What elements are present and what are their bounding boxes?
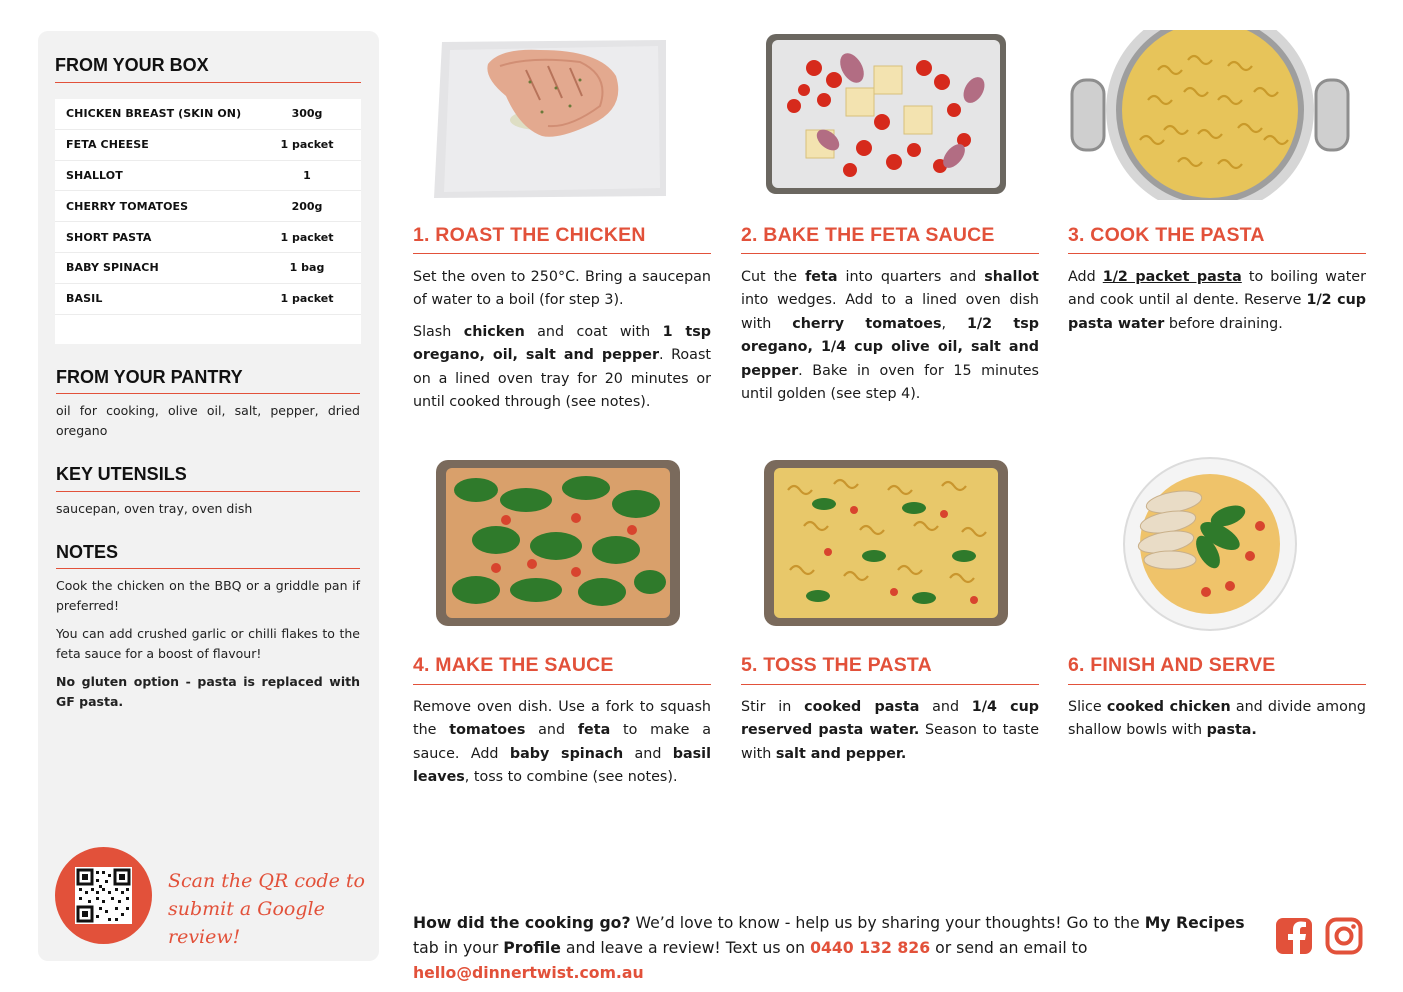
- step-4-title: 4. MAKE THE SAUCE: [413, 654, 614, 676]
- step-text: Season to taste with: [741, 722, 1039, 762]
- step-1-text: [413, 266, 711, 422]
- step-text: and coat with: [524, 323, 663, 340]
- review-question: How did the cooking go?: [413, 913, 631, 932]
- step-text: . Roast on a lined oven tray for 20 minutes or until cooked through (see notes).: [413, 347, 711, 411]
- step-text: Set the oven to 250°C. Bring a saucepan of water to a boil (for step 3).: [413, 269, 711, 309]
- step-paragraph: [413, 696, 711, 790]
- step-text: to boiling water and cook until al dente. Reserve: [1068, 269, 1366, 309]
- ingredient-highlight: cooked pasta: [804, 699, 920, 715]
- ingredient-row: [55, 99, 361, 130]
- email-link[interactable]: hello@dinnertwist.com.au: [413, 963, 644, 982]
- ingredient-row: [55, 253, 361, 284]
- step-2-text: [741, 266, 1039, 414]
- divider: [56, 568, 360, 569]
- ingredient-highlight: 1/2 packet pasta: [1102, 269, 1242, 285]
- ingredient-name: SHALLOT: [66, 168, 123, 182]
- footer-text: and leave a review! Text us on: [560, 938, 811, 957]
- step-paragraph: [1068, 266, 1366, 336]
- ingredient-highlight: tomatoes: [449, 722, 526, 739]
- ingredient-highlight: cooked chicken: [1106, 699, 1231, 715]
- step-text: Cut the: [741, 269, 806, 285]
- my-recipes-link[interactable]: My Recipes: [1144, 913, 1245, 932]
- ingredient-highlight: chicken: [463, 323, 525, 340]
- divider: [55, 82, 361, 83]
- ingredient-name: BABY SPINACH: [66, 261, 159, 275]
- step-paragraph: [413, 266, 711, 313]
- divider: [1068, 253, 1366, 254]
- ingredient-name: FETA CHEESE: [66, 138, 149, 152]
- step-text: , toss to combine (see notes).: [464, 769, 678, 786]
- ingredient-highlight: shallot: [984, 269, 1039, 285]
- step-text: . Bake in oven for 15 minutes until golden (see step 4).: [741, 362, 1039, 403]
- ingredient-highlight: basil leaves: [413, 745, 711, 786]
- footer-text: We’d love to know - help us by sharing your thoughts! Go to the: [630, 913, 1145, 932]
- note: You can add crushed garlic or chilli flakes to the feta sauce for a boost of flavour!: [56, 626, 360, 661]
- step-3-text: [1068, 266, 1366, 344]
- ingredient-qty: 1 packet: [280, 230, 334, 244]
- step-text: and: [525, 722, 578, 739]
- ingredient-row: [55, 222, 361, 253]
- step-1-title: 1. ROAST THE CHICKEN: [413, 224, 646, 246]
- step-3-title: 3. COOK THE PASTA: [1068, 224, 1265, 246]
- step-paragraph: [741, 266, 1039, 406]
- qr-caption-line: Scan the QR code to: [168, 870, 365, 892]
- review-prompt: [413, 910, 1263, 985]
- divider: [56, 393, 360, 394]
- step-paragraph: [1068, 696, 1366, 743]
- ingredients-table: [55, 99, 361, 344]
- step-2-title: 2. BAKE THE FETA SAUCE: [741, 224, 995, 246]
- divider: [1068, 684, 1366, 685]
- ingredient-name: SHORT PASTA: [66, 230, 152, 244]
- step-text: into wedges. Add to a lined oven dish with: [741, 292, 1039, 332]
- divider: [741, 684, 1039, 685]
- step-6-title: 6. FINISH AND SERVE: [1068, 654, 1276, 676]
- step-4-photo: [436, 460, 676, 630]
- footer-text: or send an email to: [930, 938, 1088, 957]
- profile-link[interactable]: Profile: [503, 938, 561, 957]
- step-text: Slice: [1068, 699, 1107, 715]
- step-text: Stir in: [741, 699, 805, 715]
- step-6-text: [1068, 696, 1366, 751]
- step-2-photo: [764, 30, 1004, 200]
- ingredient-row: [55, 191, 361, 222]
- qr-caption: [168, 867, 368, 951]
- step-1-photo: [430, 36, 670, 206]
- pantry-text: oil for cooking, olive oil, salt, pepper, dried oregano: [56, 403, 360, 438]
- ingredient-highlight: cherry tomatoes: [792, 315, 942, 332]
- ingredient-highlight: feta: [577, 722, 611, 739]
- note: Cook the chicken on the BBQ or a griddle pan if preferred!: [56, 578, 360, 613]
- step-text: Add: [1068, 269, 1103, 285]
- from-your-box-title: FROM YOUR BOX: [55, 55, 209, 75]
- ingredient-row: [55, 161, 361, 192]
- pantry-title: FROM YOUR PANTRY: [56, 367, 243, 387]
- ingredient-highlight: 1/2 cup pasta water: [1068, 292, 1366, 332]
- ingredient-highlight: 1 tsp oregano, oil, salt and pepper: [413, 323, 711, 364]
- utensils-text: saucepan, oven tray, oven dish: [56, 501, 253, 516]
- ingredient-row: [55, 284, 361, 315]
- ingredient-highlight: feta: [805, 269, 838, 285]
- ingredient-qty: 1 bag: [289, 261, 325, 275]
- ingredient-highlight: salt and pepper.: [775, 745, 907, 762]
- footer-text: tab in your: [413, 938, 504, 957]
- step-5-title: 5. TOSS THE PASTA: [741, 654, 932, 676]
- ingredient-qty: 200g: [291, 199, 323, 213]
- qr-badge: [55, 847, 152, 944]
- qr-caption-line: submit a Google review!: [168, 898, 325, 948]
- ingredient-qty: 1 packet: [280, 292, 334, 306]
- phone-link[interactable]: 0440 132 826: [810, 938, 931, 957]
- ingredient-row: [55, 130, 361, 161]
- ingredient-name: CHERRY TOMATOES: [66, 199, 189, 213]
- sidebar: [38, 31, 379, 961]
- step-6-photo: [1120, 456, 1300, 632]
- step-5-photo: [764, 460, 1004, 630]
- step-text: and: [623, 745, 673, 762]
- notes-title: NOTES: [56, 542, 119, 562]
- divider: [413, 253, 711, 254]
- note: No gluten option - pasta is replaced with GF pasta.: [56, 674, 360, 709]
- ingredient-qty: 1: [303, 168, 311, 182]
- divider: [56, 491, 360, 492]
- ingredient-highlight: baby spinach: [509, 745, 624, 762]
- ingredient-highlight: pasta.: [1206, 722, 1257, 739]
- step-text: and divide among shallow bowls with: [1068, 699, 1366, 739]
- utensils-title: KEY UTENSILS: [56, 464, 187, 484]
- ingredient-name: BASIL: [66, 292, 103, 306]
- facebook-icon[interactable]: [1275, 917, 1313, 955]
- ingredient-highlight: 1/2 tsp oregano, 1/4 cup olive oil, salt and pepper: [741, 315, 1039, 379]
- step-4-text: [413, 696, 711, 798]
- step-paragraph: [741, 696, 1039, 766]
- ingredient-qty: 1 packet: [280, 138, 334, 152]
- ingredient-highlight: 1/4 cup reserved pasta water.: [741, 699, 1039, 739]
- step-text: before draining.: [1164, 315, 1283, 332]
- qr-code[interactable]: [75, 867, 132, 924]
- notes-text: [56, 576, 360, 720]
- step-paragraph: [413, 321, 711, 415]
- step-text: to make a sauce. Add: [413, 722, 711, 762]
- ingredient-name: CHICKEN BREAST (SKIN ON): [66, 107, 242, 121]
- step-text: Remove oven dish. Use a fork to squash the: [413, 699, 711, 739]
- step-3-photo: [1068, 30, 1353, 200]
- instagram-icon[interactable]: [1325, 917, 1363, 955]
- ingredient-qty: 300g: [291, 107, 323, 121]
- step-text: and: [919, 699, 972, 715]
- step-text: into quarters and: [837, 269, 985, 285]
- divider: [413, 684, 711, 685]
- step-text: ,: [941, 315, 967, 332]
- step-text: Slash: [413, 323, 464, 340]
- step-5-text: [741, 696, 1039, 774]
- divider: [741, 253, 1039, 254]
